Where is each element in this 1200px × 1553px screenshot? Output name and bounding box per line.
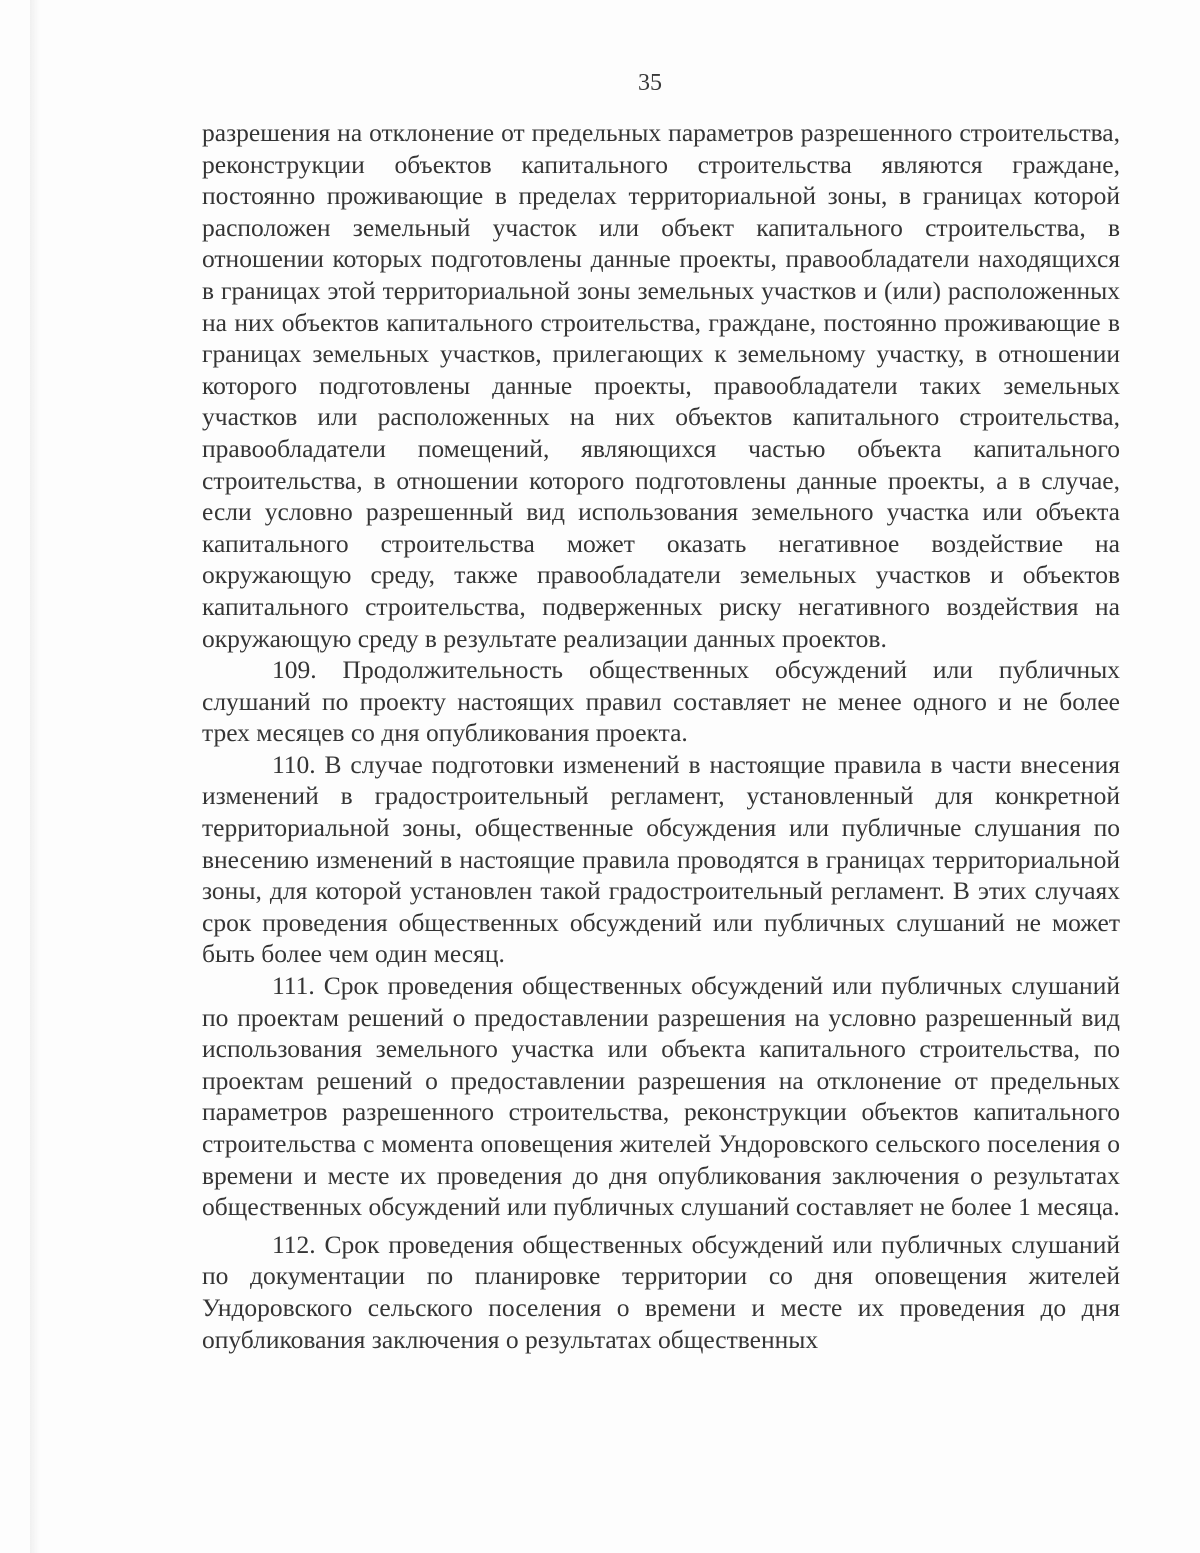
paragraph-112: 112. Срок проведения общественных обсуждений или публичных слушаний по документации по планировке территории со дня оповещения жителей Ундоровского сельского поселения о времени и месте их проведения до дня опубликования заключения о результатах общественных bbox=[202, 1229, 1120, 1354]
paragraph-111: 111. Срок проведения общественных обсуждений или публичных слушаний по проектам решений о предоставлении разрешения на условно разрешенный вид использования земельного участка или объекта капитального строительства, по проектам решений о предоставлении разрешения на отклонение от предельных параметров разрешенного строительства, реконструкции объектов капитального строительства с момента оповещения жителей Ундоровского сельского поселения о времени и месте их проведения до дня опубликования заключения о результатах общественных обсуждений или публичных слушаний составляет не более 1 месяца. bbox=[202, 971, 1120, 1222]
scan-shadow-edge bbox=[30, 0, 40, 1553]
paragraph-110: 110. В случае подготовки изменений в настоящие правила в части внесения изменений в градостроительный регламент, установленный для конкретной территориальной зоны, общественные обсуждения или публичные слушания по внесению изменений в настоящие правила проводятся в границах территориальной зоны, для которой установлен такой градостроительный регламент. В этих случаях срок проведения общественных обсуждений или публичных слушаний не может быть более чем один месяц. bbox=[202, 749, 1120, 969]
page-number: 35 bbox=[638, 70, 662, 96]
paragraph-109: 109. Продолжительность общественных обсуждений или публичных слушаний по проекту настоящих правил составляет не менее одного и не более трех месяцев со дня опубликования проекта. bbox=[202, 655, 1120, 748]
document-body bbox=[202, 117, 1120, 1355]
paragraph-continuation: разрешения на отклонение от предельных параметров разрешенного строительства, реконструкции объектов капитального строительства являются граждане, постоянно проживающие в пределах территориальной зоны, в границах которой расположен земельный участок или объект капитального строительства, в отношении которых подготовлены данные проекты, правообладатели находящихся в границах этой территориальной зоны земельных участков и (или) расположенных на них объектов капитального строительства, граждане, постоянно проживающие в границах земельных участков, прилегающих к земельному участку, в отношении которого подготовлены данные проекты, правообладатели таких земельных участков или расположенных на них объектов капитального строительства, правообладатели помещений, являющихся частью объекта капитального строительства, в отношении которого подготовлены данные проекты, а в случае, если условно разрешенный вид использования земельного участка или объекта капитального строительства может оказать негативное воздействие на окружающую среду, также правообладатели земельных участков и объектов капитального строительства, подверженных риску негативного воздействия на окружающую среду в результате реализации данных проектов. bbox=[202, 118, 1120, 653]
